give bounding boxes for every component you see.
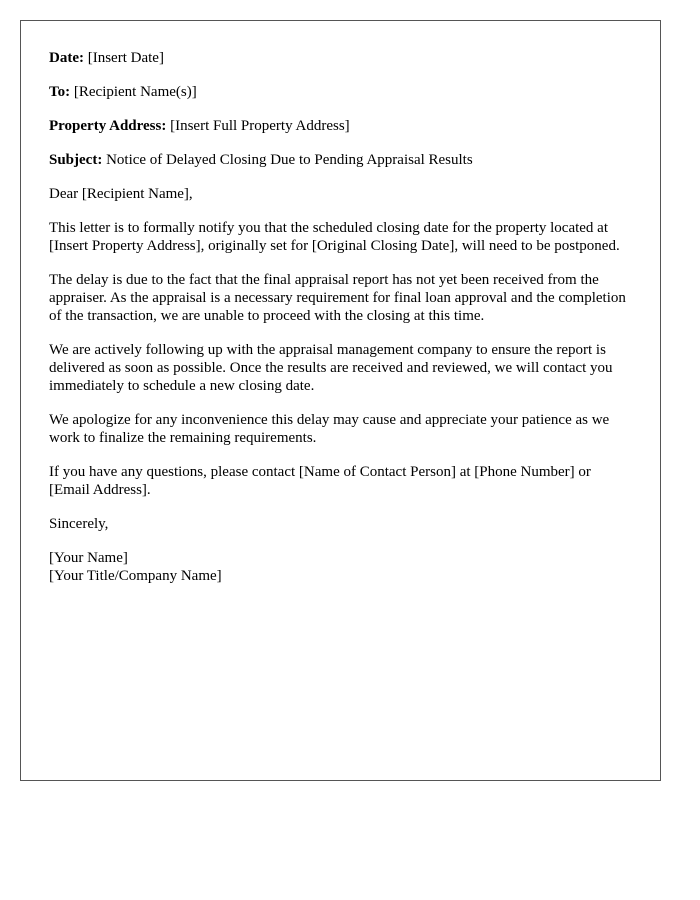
body-paragraph: The delay is due to the fact that the final appraisal report has not yet been received from the appraiser. As the appraisal is a necessary requirement for final loan approval and the completion of the transaction, we are unable to proceed with the closing at this time. — [49, 272, 626, 324]
subject-line — [49, 151, 632, 169]
to-value: [Recipient Name(s)] — [73, 84, 197, 100]
signature — [49, 549, 632, 585]
date-label: Date: — [49, 50, 84, 66]
body-paragraph: This letter is to formally notify you that the scheduled closing date for the property located at [Insert Property Address], originally set for [Original Closing Date], will need to be postponed. — [49, 220, 620, 254]
to-line — [49, 83, 632, 101]
to-label: To: — [49, 84, 71, 100]
property-line — [49, 117, 632, 135]
letter — [20, 20, 661, 781]
date-value: [Insert Date] — [87, 50, 164, 66]
property-value: [Insert Full Property Address] — [170, 118, 350, 134]
body-paragraph: We apologize for any inconvenience this delay may cause and appreciate your patience as we work to finalize the remaining requirements. — [49, 412, 610, 446]
signature-name: [Your Name] — [49, 550, 128, 566]
property-label: Property Address: — [49, 118, 167, 134]
signature-title: [Your Title/Company Name] — [49, 568, 222, 584]
body-paragraph: If you have any questions, please contact [Name of Contact Person] at [Phone Number] or [Email Address]. — [49, 464, 591, 498]
closing: Sincerely, — [49, 516, 109, 532]
body-paragraph: We are actively following up with the appraisal management company to ensure the report is delivered as soon as possible. Once the results are received and reviewed, we will contact you immediately to schedule a new closing date. — [49, 342, 613, 394]
date-line — [49, 49, 632, 67]
subject-value: Notice of Delayed Closing Due to Pending Appraisal Results — [106, 152, 473, 168]
salutation: Dear [Recipient Name], — [49, 186, 193, 202]
subject-label: Subject: — [49, 152, 103, 168]
